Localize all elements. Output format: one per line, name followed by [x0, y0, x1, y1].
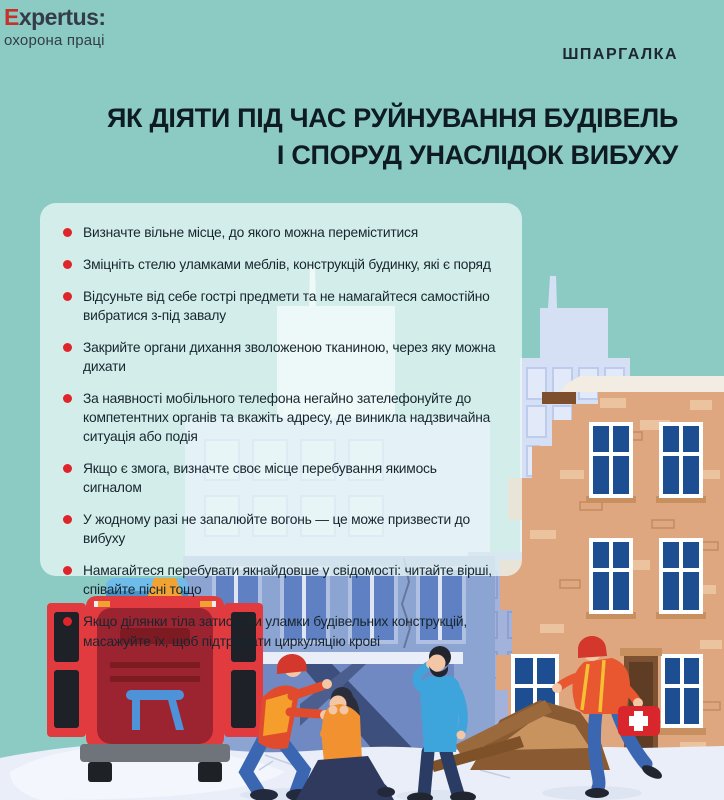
checklist-item: Якщо є змога, визначте своє місце перебування якимось сигналом	[83, 459, 498, 497]
expertus-logo	[4, 6, 106, 48]
checklist-item: Відсуньте від себе гострі предмети та не намагайтеся самостійно вибратися з-під завалу	[83, 287, 498, 325]
bullet-dot-icon	[63, 464, 72, 473]
bullet-dot-icon	[63, 228, 72, 237]
title-line-2: І СПОРУД УНАСЛІДОК ВИБУХУ	[276, 140, 678, 170]
page-title	[50, 100, 678, 174]
first-aid-kit	[618, 706, 660, 736]
bullet-dot-icon	[63, 515, 72, 524]
checklist-item: Закрийте органи дихання зволоженою тканиною, через яку можна дихати	[83, 338, 498, 376]
bullet-dot-icon	[63, 292, 72, 301]
cheatsheet-badge: ШПАРГАЛКА	[562, 46, 678, 63]
brand-tagline: охорона праці	[4, 32, 105, 49]
bullet-dot-icon	[63, 343, 72, 352]
checklist-item: Намагайтеся перебувати якнайдовше у свідомості: читайте вірші, співайте пісні тощо	[83, 561, 498, 599]
title-line-1: ЯК ДІЯТИ ПІД ЧАС РУЙНУВАННЯ БУДІВЕЛЬ	[106, 103, 678, 133]
checklist-item: Визначте вільне місце, до якого можна переміститися	[83, 223, 498, 242]
bullet-dot-icon	[63, 566, 72, 575]
checklist-item: У жодному разі не запалюйте вогонь — це може призвести до вибуху	[83, 510, 498, 548]
bullet-dot-icon	[63, 260, 72, 269]
brand-first-letter: E	[4, 4, 19, 30]
checklist-item: Якщо ділянки тіла затиснули уламки будівельних конструкцій, масажуйте їх, щоб підтримати циркуляцію крові	[83, 612, 498, 650]
checklist-item: За наявності мобільного телефона негайно зателефонуйте до компетентних органів та вкажіть адресу, де виникла надзвичайна ситуація або подія	[83, 389, 498, 446]
checklist	[83, 223, 498, 651]
brand-rest: xpertus:	[18, 4, 106, 30]
brand-name	[4, 6, 106, 29]
checklist-panel	[40, 203, 522, 649]
bullet-dot-icon	[63, 394, 72, 403]
checklist-item: Зміцніть стелю уламками меблів, конструкцій будинку, які є поряд	[83, 255, 498, 274]
